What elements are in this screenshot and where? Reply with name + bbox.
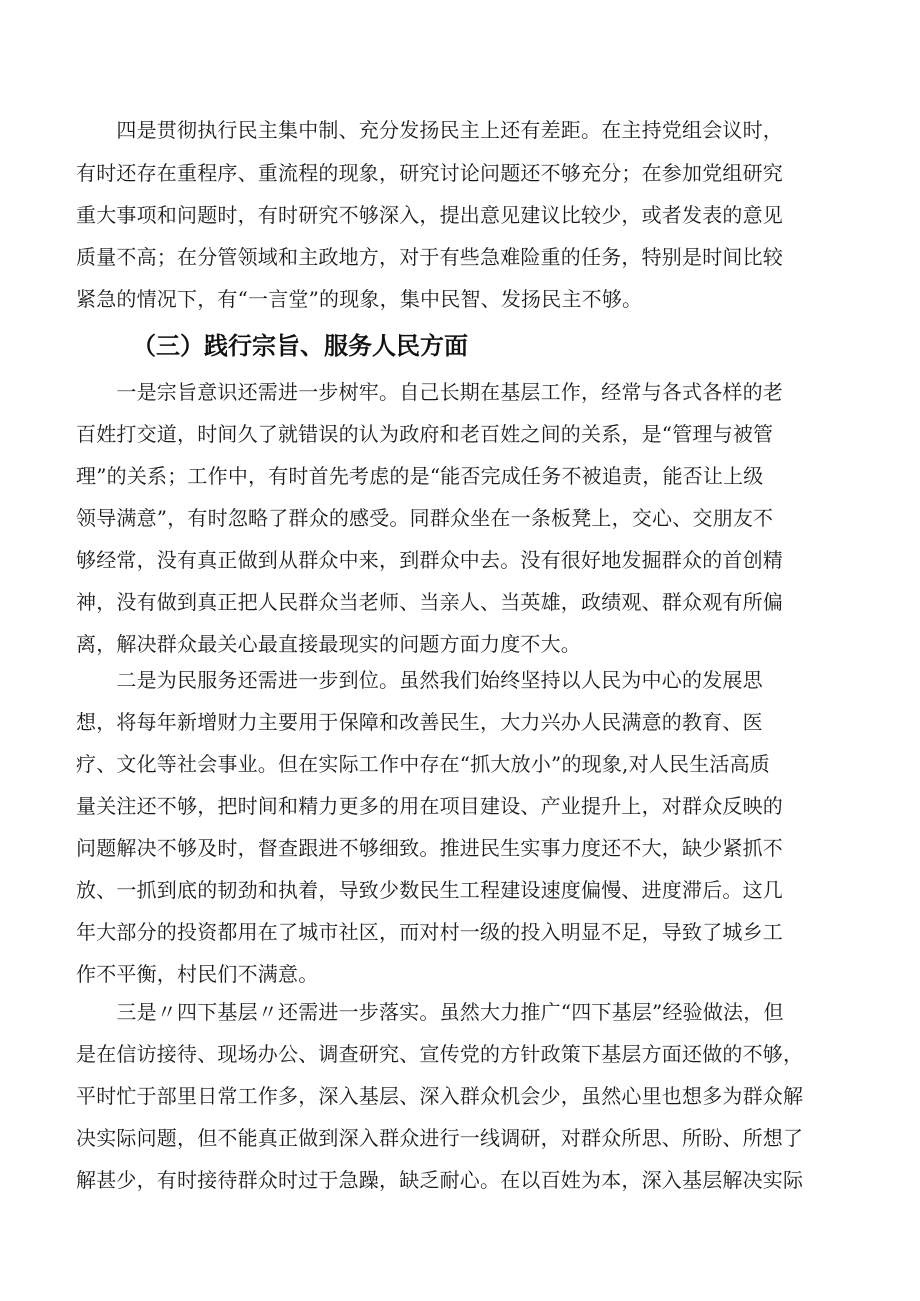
text-line: 问题解决不够及时，督查跟进不够细致。推进民生实事力度还不大，缺少紧抓不 bbox=[76, 836, 783, 860]
text-line: 够经常，没有真正做到从群众中来，到群众中去。没有很好地发掘群众的首创精 bbox=[76, 548, 783, 572]
text-line: 作不平衡，村民们不满意。 bbox=[76, 962, 319, 986]
text-line: 平时忙于部里日常工作多，深入基层、深入群众机会少，虽然心里也想多为群众解 bbox=[76, 1084, 804, 1108]
text-line: 想，将每年新增财力主要用于保障和改善民生，大力兴办人民满意的教育、医 bbox=[76, 710, 763, 734]
text-line: 三是〃四下基层〃还需进一步落实。虽然大力推广“四下基层”经验做法，但 bbox=[76, 1000, 784, 1024]
section-heading: （三）践行宗旨、服务人民方面 bbox=[132, 332, 468, 360]
text-line: 量关注还不够，把时间和精力更多的用在项目建设、产业提升上，对群众反映的 bbox=[76, 794, 783, 818]
text-line: 二是为民服务还需进一步到位。虽然我们始终坚持以人民为中心的发展思 bbox=[76, 668, 763, 692]
text-line: 解甚少，有时接待群众时过于急躁，缺乏耐心。在以百姓为本，深入基层解决实际 bbox=[76, 1168, 804, 1192]
text-line: 重大事项和问题时，有时研究不够深入，提出意见建议比较少，或者发表的意见 bbox=[76, 203, 783, 227]
text-line: 年大部分的投资都用在了城市社区，而对村一级的投入明显不足，导致了城乡工 bbox=[76, 920, 783, 944]
text-line: 百姓打交道，时间久了就错误的认为政府和老百姓之间的关系，是“管理与被管 bbox=[76, 422, 774, 446]
text-line: 决实际问题，但不能真正做到深入群众进行一线调研，对群众所思、所盼、所想了 bbox=[76, 1126, 804, 1150]
text-line: 疗、文化等社会事业。但在实际工作中存在“抓大放小”的现象,对人民生活高质 bbox=[76, 752, 771, 776]
text-line: 质量不高；在分管领域和主政地方，对于有些急难险重的任务，特别是时间比较 bbox=[76, 245, 783, 269]
text-line: 神，没有做到真正把人民群众当老师、当亲人、当英雄，政绩观、群众观有所偏 bbox=[76, 590, 783, 614]
text-line: 领导满意”，有时忽略了群众的感受。同群众坐在一条板凳上，交心、交朋友不 bbox=[76, 506, 774, 530]
text-line: 放、一抓到底的韧劲和执着，导致少数民生工程建设速度偏慢、进度滞后。这几 bbox=[76, 878, 783, 902]
text-line: 理”的关系；工作中，有时首先考虑的是“能否完成任务不被追责，能否让上级 bbox=[76, 464, 764, 488]
text-line: 是在信访接待、现场办公、调查研究、宣传党的方针政策下基层方面还做的不够， bbox=[76, 1042, 804, 1066]
text-line: 紧急的情况下，有“一言堂”的现象，集中民智、发扬民主不够。 bbox=[76, 287, 643, 311]
text-line: 四是贯彻执行民主集中制、充分发扬民主上还有差距。在主持党组会议时， bbox=[76, 118, 783, 142]
text-line: 一是宗旨意识还需进一步树牢。自己长期在基层工作，经常与各式各样的老 bbox=[76, 380, 783, 404]
text-line: 有时还存在重程序、重流程的现象，研究讨论问题还不够充分；在参加党组研究 bbox=[76, 161, 783, 185]
text-line: 离，解决群众最关心最直接最现实的问题方面力度不大。 bbox=[76, 632, 581, 656]
